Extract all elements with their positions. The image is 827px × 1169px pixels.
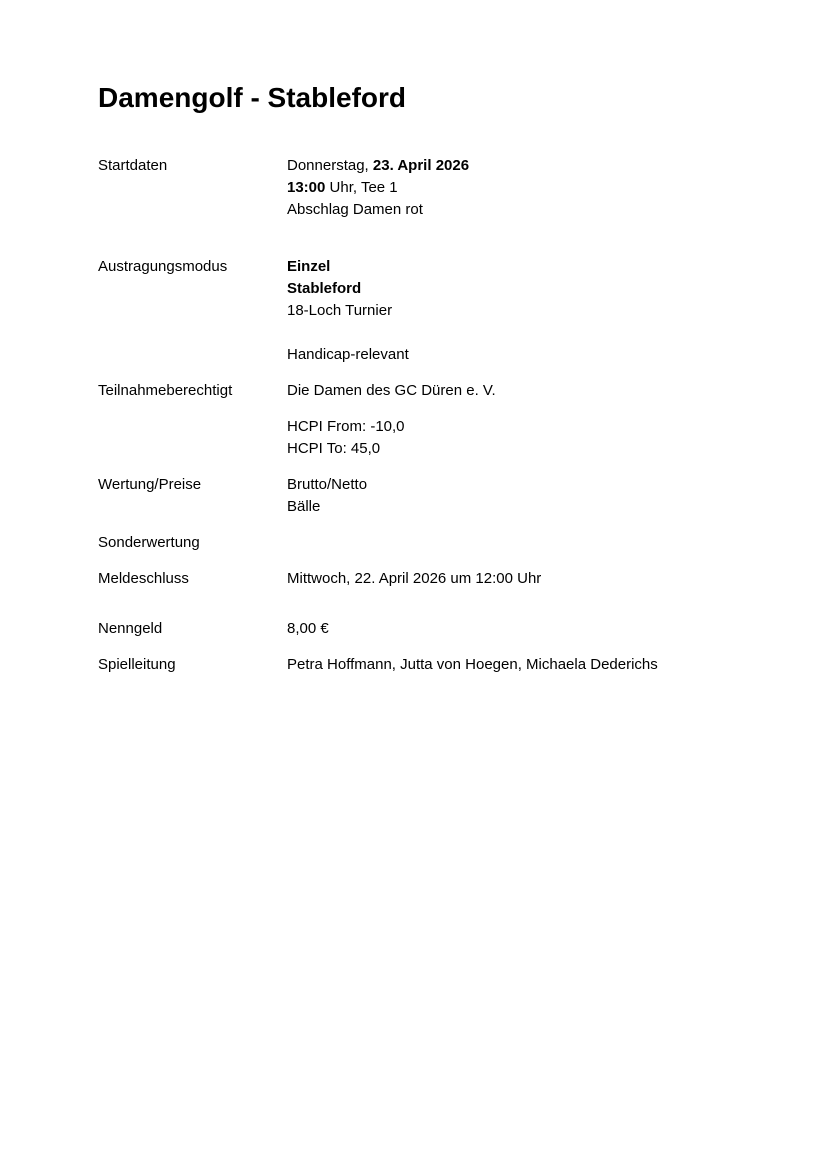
field-row — [98, 654, 767, 676]
value-line — [287, 438, 767, 460]
value-line — [287, 496, 767, 518]
value-paragraph — [287, 155, 767, 221]
field-value — [287, 256, 767, 366]
text-segment: Die Damen des GC Düren e. V. — [287, 382, 496, 399]
text-segment: Einzel — [287, 258, 331, 275]
text-segment: HCPI To: 45,0 — [287, 440, 381, 457]
value-line — [287, 344, 767, 366]
text-segment: 23. April 2026 — [372, 157, 470, 174]
text-segment: Abschlag Damen rot — [287, 201, 423, 218]
value-paragraph — [287, 380, 767, 402]
value-paragraph — [287, 568, 767, 590]
value-line — [287, 256, 767, 278]
field-label: Spielleitung — [98, 656, 176, 673]
field-row — [98, 155, 767, 221]
text-segment: Petra Hoffmann, Jutta von Hoegen, Michaela Dederichs — [287, 656, 658, 673]
value-line — [287, 300, 767, 322]
field-label: Sonderwertung — [98, 534, 200, 551]
field-label: Wertung/Preise — [98, 476, 202, 493]
field-row — [98, 380, 767, 460]
text-segment: 18-Loch Turnier — [287, 302, 393, 319]
page-title: Damengolf - Stableford — [98, 82, 407, 113]
value-line — [287, 380, 767, 402]
value-paragraph — [287, 416, 767, 460]
value-paragraph — [287, 474, 767, 518]
field-value — [287, 532, 767, 554]
field-row — [98, 568, 767, 590]
field-row — [98, 532, 767, 554]
value-line — [287, 618, 767, 640]
field-row — [98, 618, 767, 640]
text-segment: Donnerstag, — [287, 157, 373, 174]
field-value — [287, 155, 767, 221]
field-label: Meldeschluss — [98, 570, 189, 587]
text-segment: Handicap-relevant — [287, 346, 409, 363]
field-label: Teilnahmeberechtigt — [98, 382, 233, 399]
text-segment: Uhr, Tee 1 — [325, 179, 398, 196]
field-label: Startdaten — [98, 157, 168, 174]
text-segment: 8,00 € — [287, 620, 329, 637]
field-value — [287, 380, 767, 460]
text-segment: Stableford — [287, 280, 362, 297]
value-line — [287, 199, 767, 221]
field-value — [287, 568, 767, 590]
text-segment: HCPI From: -10,0 — [287, 418, 405, 435]
document-content — [98, 84, 767, 676]
value-line — [287, 155, 767, 177]
field-row — [98, 256, 767, 366]
field-label: Austragungsmodus — [98, 258, 228, 275]
text-segment: 13:00 — [287, 179, 326, 196]
field-value — [287, 474, 767, 518]
field-list — [98, 155, 767, 676]
value-line — [287, 416, 767, 438]
value-line — [287, 568, 767, 590]
value-line — [287, 654, 767, 676]
value-line — [287, 474, 767, 496]
text-segment: Bälle — [287, 498, 321, 515]
field-value — [287, 618, 767, 640]
field-label: Nenngeld — [98, 620, 163, 637]
value-paragraph — [287, 256, 767, 366]
value-paragraph — [287, 654, 767, 676]
value-line — [287, 278, 767, 300]
text-segment: Brutto/Netto — [287, 476, 368, 493]
field-row — [98, 474, 767, 518]
value-line — [287, 177, 767, 199]
text-segment: Mittwoch, 22. April 2026 um 12:00 Uhr — [287, 570, 542, 587]
value-line — [287, 322, 767, 344]
value-paragraph — [287, 618, 767, 640]
field-value — [287, 654, 767, 676]
